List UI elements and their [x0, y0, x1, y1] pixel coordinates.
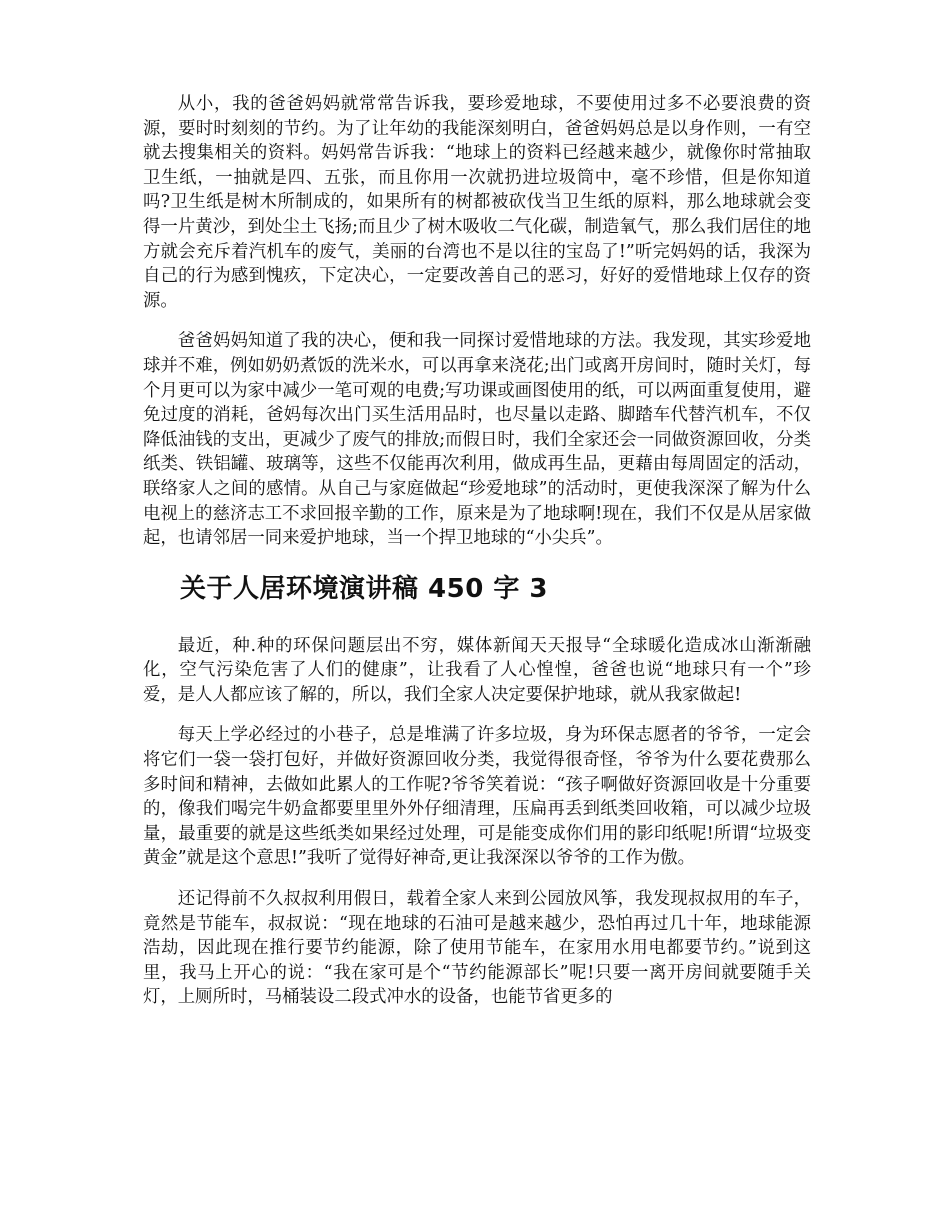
- paragraph: 爸爸妈妈知道了我的决心，便和我一同探讨爱惜地球的方法。我发现，其实珍爱地球并不难，例如奶奶煮饭的洗米水，可以再拿来浇花;出门或离开房间时，随时关灯，每个月更可以为家中减少一笔可观的电费;写功课或画图使用的纸，可以两面重复使用，避免过度的消耗，爸妈每次出门买生活用品时，也尽量以走路、脚踏车代替汽机车，不仅降低油钱的支出，更减少了废气的排放;而假日时，我们全家还会一同做资源回收，分类纸类、铁铝罐、玻璃等，这些不仅能再次利用，做成再生品，更藉由每周固定的活动，联络家人之间的感情。从自己与家庭做起“珍爱地球”的活动时，更使我深深了解为什么电视上的慈济志工不求回报辛勤的工作，原来是为了地球啊!现在，我们不仅是从居家做起，也请邻居一同来爱护地球，当一个捍卫地球的“小尖兵”。: [143, 331, 811, 549]
- paragraph: 每天上学必经过的小巷子，总是堆满了许多垃圾，身为环保志愿者的爷爷，一定会将它们一袋一袋打包好，并做好资源回收分类，我觉得很奇怪，爷爷为什么要花费那么多时间和精神，去做如此累人的工作呢?爷爷笑着说：“孩子啊做好资源回收是十分重要的，像我们喝完牛奶盒都要里里外外仔细清理，压扁再丢到纸类回收箱，可以减少垃圾量，最重要的就是这些纸类如果经过处理，可是能变成你们用的影印纸呢!所谓“垃圾变黄金”就是这个意思!”我听了觉得好神奇,更让我深深以爷爷的工作为傲。: [143, 725, 811, 869]
- paragraph: 最近，种.种的环保问题层出不穷，媒体新闻天天报导“全球暖化造成冰山渐渐融化，空气污染危害了人们的健康”，让我看了人心惶惶，爸爸也说“地球只有一个”珍爱，是人人都应该了解的，所以，我们全家人决定要保护地球，就从我家做起!: [143, 635, 811, 705]
- paragraph: 从小，我的爸爸妈妈就常常告诉我，要珍爱地球，不要使用过多不必要浪费的资源，要时时刻刻的节约。为了让年幼的我能深刻明白，爸爸妈妈总是以身作则，一有空就去搜集相关的资料。妈妈常告诉我：“地球上的资料已经越来越少，就像你时常抽取卫生纸，一抽就是四、五张，而且你用一次就扔进垃圾筒中，毫不珍惜，但是你知道吗?卫生纸是树木所制成的，如果所有的树都被砍伐当卫生纸的原料，那么地球就会变得一片黄沙，到处尘土飞扬;而且少了树木吸收二气化碳，制造氧气，那么我们居住的地方就会充斥着汽机车的废气，美丽的台湾也不是以往的宝岛了!”听完妈妈的话，我深为自己的行为感到愧疚，下定决心，一定要改善自己的恶习，好好的爱惜地球上仅存的资源。: [143, 94, 811, 311]
- document-body: [143, 92, 811, 1010]
- paragraph: 还记得前不久叔叔利用假日，载着全家人来到公园放风筝，我发现叔叔用的车子，竟然是节能车，叔叔说：“现在地球的石油可是越来越少，恐怕再过几十年，地球能源浩劫，因此现在推行要节约能源，除了使用节能车，在家用水用电都要节约。”说到这里，我马上开心的说：“我在家可是个“节约能源部长”呢!只要一离开房间就要随手关灯，上厕所时，马桶装设二段式冲水的设备，也能节省更多的: [143, 889, 811, 1008]
- section-heading: 关于人居环境演讲稿 450 字 3: [180, 573, 549, 604]
